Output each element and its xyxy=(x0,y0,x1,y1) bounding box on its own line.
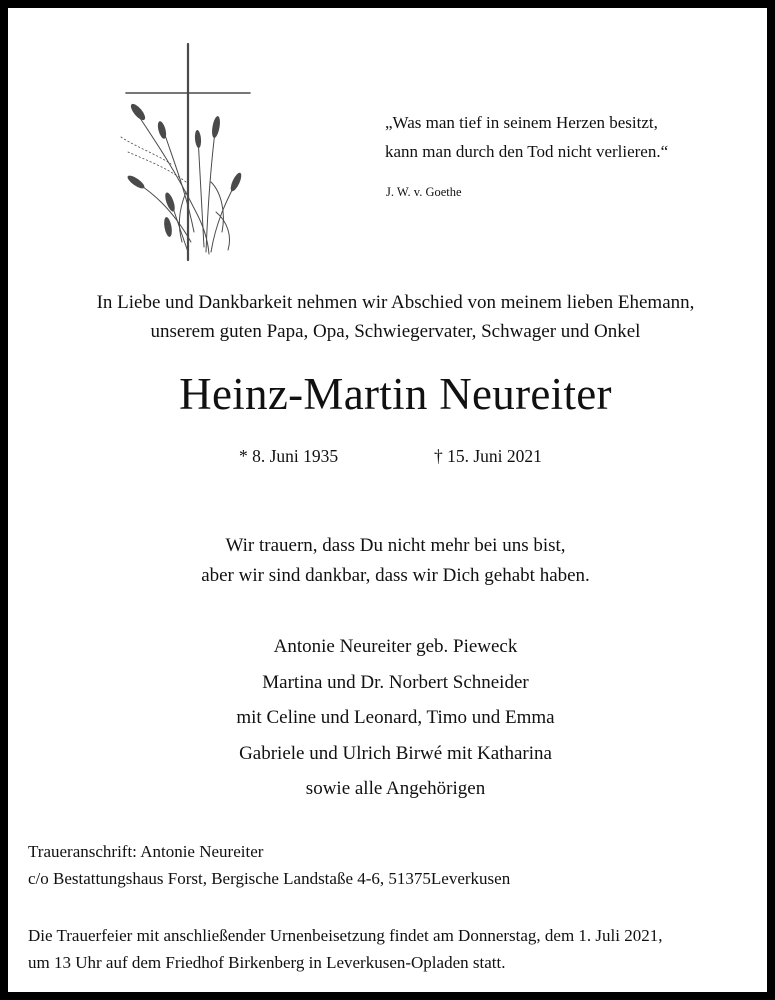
mourner-line: Antonie Neureiter geb. Pieweck xyxy=(273,636,518,657)
address-line: c/o Bestattungshaus Forst, Bergische Landstaße 4-6, 51375Leverkusen xyxy=(28,869,511,888)
cross-with-wheat-icon xyxy=(116,42,256,264)
birth-date: * 8. Juni 1935 xyxy=(239,446,339,466)
death-date: † 15. Juni 2021 xyxy=(434,446,542,466)
mourner-line: mit Celine und Leonard, Timo und Emma xyxy=(236,707,555,728)
goethe-quote xyxy=(385,108,668,166)
saying-line: aber wir sind dankbar, dass wir Dich gehabt haben. xyxy=(201,565,590,586)
saying-line: Wir trauern, dass Du nicht mehr bei uns bist, xyxy=(225,535,566,556)
intro-text xyxy=(8,288,775,346)
mourner-line: Martina und Dr. Norbert Schneider xyxy=(262,671,529,693)
mourners-list xyxy=(8,629,775,807)
deceased-name: Heinz-Martin Neureiter xyxy=(179,369,612,419)
intro-line: unserem guten Papa, Opa, Schwiegervater, Schwager und Onkel xyxy=(150,321,641,342)
ceremony-info xyxy=(28,922,663,976)
mourner-line: Gabriele und Ulrich Birwé mit Katharina xyxy=(239,742,552,764)
quote-line: kann man durch den Tod nicht verlieren.“ xyxy=(385,142,669,161)
mourning-saying xyxy=(8,531,775,591)
mourning-address xyxy=(28,838,510,892)
ceremony-line: Die Trauerfeier mit anschließender Urnenbeisetzung findet am Donnerstag, dem 1. Juli 2021, xyxy=(28,926,663,945)
mourner-line: sowie alle Angehörigen xyxy=(305,778,486,799)
quote-line: „Was man tief in seinem Herzen besitzt, xyxy=(385,113,658,132)
address-line: Traueranschrift: Antonie Neureiter xyxy=(28,842,264,861)
quote-author: J. W. v. Goethe xyxy=(386,185,462,199)
ceremony-line: um 13 Uhr auf dem Friedhof Birkenberg in Leverkusen-Opladen statt. xyxy=(28,953,506,972)
intro-line: In Liebe und Dankbarkeit nehmen wir Abschied von meinem lieben Ehemann, xyxy=(96,292,695,313)
